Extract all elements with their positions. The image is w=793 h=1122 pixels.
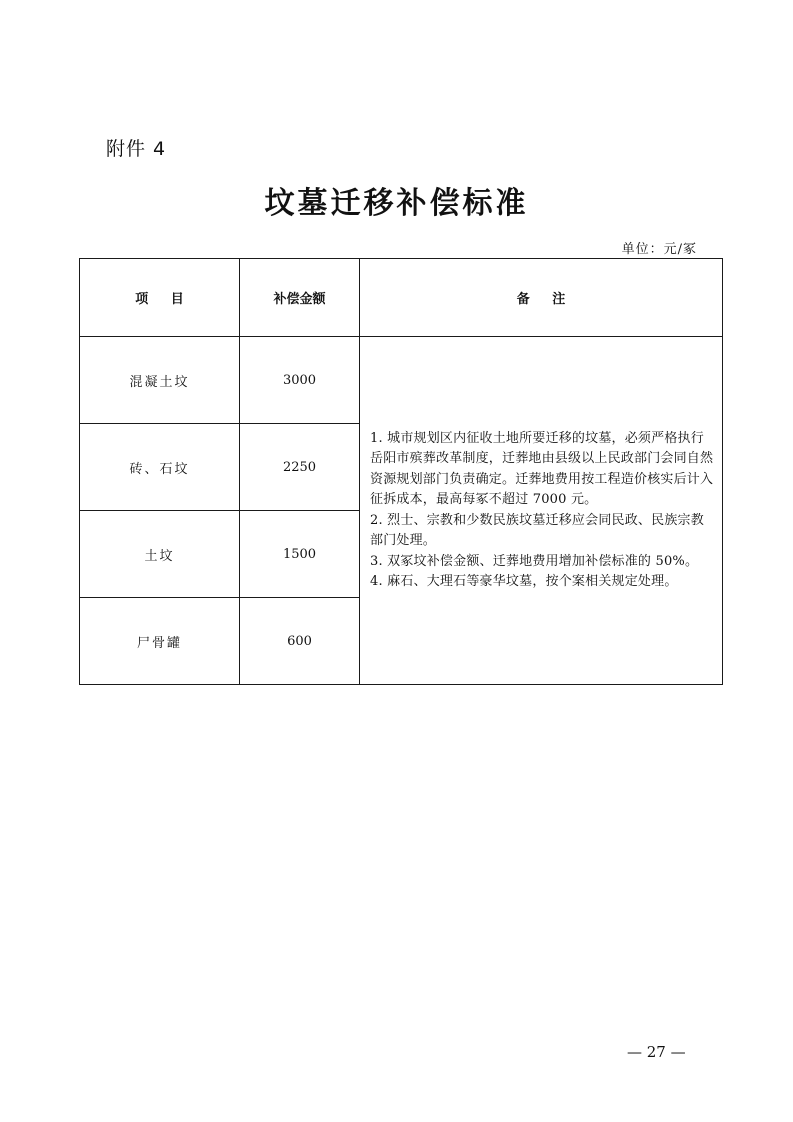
remarks-cell — [360, 337, 723, 685]
amount-cell: 3000 — [240, 337, 360, 424]
item-cell: 混凝土坟 — [80, 337, 240, 424]
compensation-table — [79, 258, 723, 685]
column-header-amount: 补偿金额 — [240, 259, 360, 337]
document-title: 坟墓迁移补偿标准 — [264, 186, 529, 221]
amount-cell: 600 — [240, 598, 360, 685]
item-cell: 砖、石坟 — [80, 424, 240, 511]
table-header-row — [80, 259, 723, 337]
unit-label: 单位：元/冢 — [621, 242, 697, 257]
amount-cell: 2250 — [240, 424, 360, 511]
item-cell: 尸骨罐 — [80, 598, 240, 685]
remark-item: 2. 烈士、宗教和少数民族坟墓迁移应会同民政、民族宗教部门处理。 — [370, 512, 704, 548]
remark-item: 4. 麻石、大理石等豪华坟墓，按个案相关规定处理。 — [370, 574, 678, 589]
table-row — [80, 337, 723, 424]
attachment-label: 附件 4 — [106, 138, 167, 160]
column-header-remarks: 备 注 — [360, 259, 723, 337]
remark-item: 3. 双冢坟补偿金额、迁葬地费用增加补偿标准的 50%。 — [370, 553, 699, 569]
amount-cell: 1500 — [240, 511, 360, 598]
remark-item: 1. 城市规划区内征收土地所要迁移的坟墓，必须严格执行岳阳市殡葬改革制度，迁葬地由县级以上民政部门会同自然资源规划部门负责确定。迁葬地费用按工程造价核实后计入征拆成本，最高每冢不超过 7000 元。 — [370, 430, 714, 507]
page-number: — 27 — — [627, 1043, 686, 1061]
column-header-item: 项 目 — [80, 259, 240, 337]
item-cell: 土坟 — [80, 511, 240, 598]
